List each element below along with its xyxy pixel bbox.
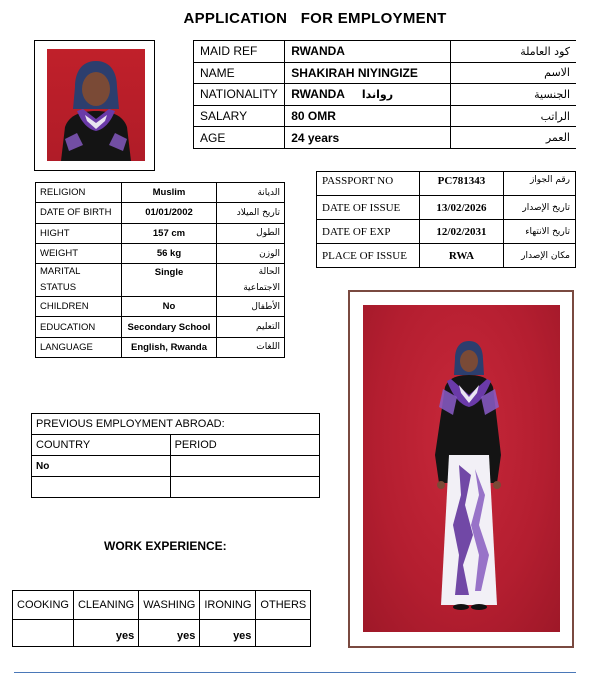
bottom-rule [14,672,576,673]
portrait-figure [47,49,145,161]
personal-details-table [35,182,285,358]
main-info-table [193,40,576,149]
marital-label-cell [36,264,122,297]
language-label: LANGUAGE [36,337,122,357]
place-of-issue-label: PLACE OF ISSUE [317,244,420,268]
table-row [32,456,320,477]
table-row [194,84,577,106]
table-row [13,620,311,647]
weight-arabic: الوزن [217,243,285,263]
country-cell [32,477,171,498]
table-row [317,172,576,196]
skill-value-cooking [13,620,74,647]
maid-ref-value: RWANDA [285,41,451,63]
skill-header-cooking: COOKING [13,591,74,620]
previous-employment-heading: PREVIOUS EMPLOYMENT ABROAD: [32,414,320,435]
education-label: EDUCATION [36,317,122,337]
weight-value: 56 kg [121,243,217,263]
name-label: NAME [194,62,285,84]
height-arabic: الطول [217,223,285,243]
table-row [36,203,285,223]
portrait-photo [34,40,155,171]
dob-value: 01/01/2002 [121,203,217,223]
name-value: SHAKIRAH NIYINGIZE [285,62,451,84]
period-header: PERIOD [170,435,319,456]
table-row [36,264,285,297]
age-value: 24 years [285,127,451,149]
table-row [317,196,576,220]
table-row [36,223,285,243]
page-title: APPLICATION FOR EMPLOYMENT [183,10,447,27]
salary-arabic: الراتب [450,105,576,127]
table-row [36,243,285,263]
date-of-issue-label: DATE OF ISSUE [317,196,420,220]
skill-value-washing: yes [139,620,200,647]
marital-label-2: STATUS [40,282,77,294]
table-row [36,337,285,357]
table-row [13,591,311,620]
previous-employment-table [31,413,320,498]
table-row [194,41,577,63]
passport-no-arabic: رقم الجواز [504,172,576,196]
age-arabic: العمر [450,127,576,149]
dob-label: DATE OF BIRTH [36,203,122,223]
table-row [36,317,285,337]
passport-no-label: PASSPORT NO [317,172,420,196]
maid-ref-label: MAID REF [194,41,285,63]
table-row [36,183,285,203]
date-of-exp-arabic: تاريخ الانتهاء [504,220,576,244]
children-value: No [121,297,217,317]
education-value: Secondary School [121,317,217,337]
skill-header-others: OTHERS [256,591,311,620]
table-row [32,414,320,435]
salary-label: SALARY [194,105,285,127]
table-row [32,435,320,456]
place-of-issue-arabic: مكان الإصدار [504,244,576,268]
period-cell [170,477,319,498]
weight-label: WEIGHT [36,243,122,263]
place-of-issue-value: RWA [419,244,504,268]
nationality-arabic: الجنسية [450,84,576,106]
height-value: 157 cm [121,223,217,243]
country-cell: No [32,456,171,477]
religion-arabic: الديانة [217,183,285,203]
marital-arabic-cell [217,264,285,297]
children-label: CHILDREN [36,297,122,317]
skill-value-ironing: yes [200,620,256,647]
religion-label: RELIGION [36,183,122,203]
nationality-value-arabic: رواندا [361,88,394,102]
religion-value: Muslim [121,183,217,203]
table-row [36,297,285,317]
education-arabic: التعليم [217,317,285,337]
table-row [194,127,577,149]
marital-arabic: الحالة [258,267,280,278]
date-of-exp-label: DATE OF EXP [317,220,420,244]
nationality-value-cell [285,84,451,106]
marital-value: Single [121,264,217,297]
period-cell [170,456,319,477]
language-value: English, Rwanda [121,337,217,357]
children-arabic: الأطفال [217,297,285,317]
table-row [317,220,576,244]
dob-arabic: تاريخ الميلاد [217,203,285,223]
date-of-issue-arabic: تاريخ الإصدار [504,196,576,220]
marital-label: MARITAL [40,266,81,278]
skill-value-others [256,620,311,647]
table-row [317,244,576,268]
table-row [194,105,577,127]
passport-no-value: PC781343 [419,172,504,196]
maid-ref-arabic: كود العاملة [450,41,576,63]
skill-header-washing: WASHING [139,591,200,620]
language-arabic: اللغات [217,337,285,357]
nationality-label: NATIONALITY [194,84,285,106]
salary-value: 80 OMR [285,105,451,127]
table-row [194,62,577,84]
passport-table [316,171,576,268]
date-of-issue-value: 13/02/2026 [419,196,504,220]
table-row [32,477,320,498]
country-header: COUNTRY [32,435,171,456]
name-arabic: الاسم [450,62,576,84]
skill-value-cleaning: yes [73,620,138,647]
full-length-figure [363,305,560,632]
skills-table [12,590,311,647]
marital-arabic-2: الاجتماعية [243,283,280,294]
nationality-value: RWANDA [291,87,345,102]
full-length-photo [348,290,574,648]
skill-header-ironing: IRONING [200,591,256,620]
work-experience-heading: WORK EXPERIENCE: [104,539,227,553]
age-label: AGE [194,127,285,149]
skill-header-cleaning: CLEANING [73,591,138,620]
date-of-exp-value: 12/02/2031 [419,220,504,244]
height-label: HIGHT [36,223,122,243]
